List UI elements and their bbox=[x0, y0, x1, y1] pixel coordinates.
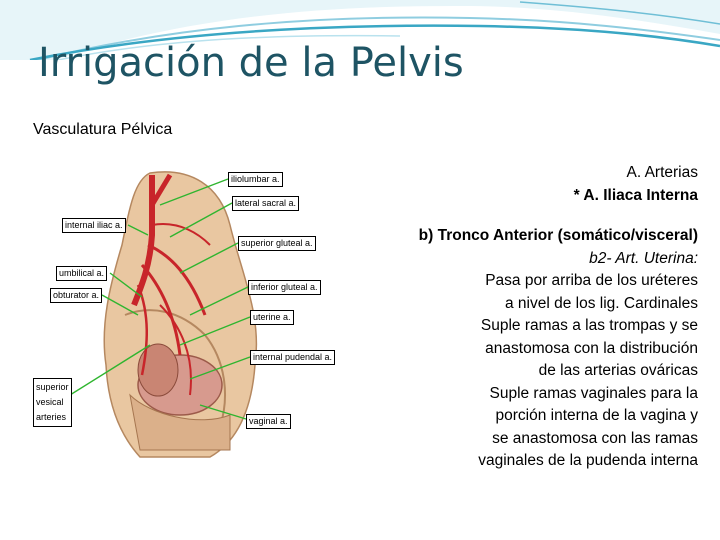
label-superior-vesical bbox=[33, 378, 72, 427]
label-superior-gluteal: superior gluteal a. bbox=[238, 236, 316, 251]
text-line: vaginales de la pudenda interna bbox=[478, 452, 698, 469]
text-line: de las arterias ováricas bbox=[538, 362, 698, 379]
heading-arterias: A. Arterias bbox=[626, 164, 698, 181]
label-superior-vesical-line-2: vesical bbox=[36, 397, 64, 407]
label-obturator: obturator a. bbox=[50, 288, 102, 303]
text-line: Suple ramas a las trompas y se bbox=[480, 317, 698, 334]
label-inferior-gluteal: inferior gluteal a. bbox=[248, 280, 321, 295]
text-line: Suple ramas vaginales para la bbox=[489, 384, 698, 402]
heading-iliaca-interna: * A. Iliaca Interna bbox=[573, 186, 698, 204]
subsection-title: b2- Art. Uterina: bbox=[589, 249, 698, 267]
label-superior-vesical-line-3: arteries bbox=[36, 412, 67, 422]
slide-title: Irrigación de la Pelvis bbox=[38, 40, 464, 86]
content-text-block bbox=[358, 162, 698, 473]
text-line: Pasa por arriba de los uréteres bbox=[485, 272, 698, 289]
slide-subtitle: Vasculatura Pélvica bbox=[33, 121, 173, 138]
label-internal-iliac: internal iliac a. bbox=[62, 218, 126, 233]
label-umbilical: umbilical a. bbox=[56, 266, 107, 281]
label-superior-vesical-line-1: superior bbox=[36, 382, 69, 392]
text-line: anastomosa con la distribución bbox=[485, 339, 698, 357]
pelvis-arteries-illustration bbox=[30, 165, 332, 462]
label-internal-pudendal: internal pudendal a. bbox=[250, 350, 335, 365]
text-line: porción interna de la vagina y bbox=[495, 407, 698, 424]
section-title: b) Tronco Anterior (somático/visceral) bbox=[418, 227, 698, 244]
label-iliolumbar: iliolumbar a. bbox=[228, 172, 283, 187]
label-lateral-sacral: lateral sacral a. bbox=[232, 196, 299, 211]
spacer bbox=[358, 207, 698, 225]
text-line: a nivel de los lig. Cardinales bbox=[505, 294, 698, 312]
label-uterine: uterine a. bbox=[250, 310, 294, 325]
text-line: se anastomosa con las ramas bbox=[492, 429, 698, 447]
label-vaginal: vaginal a. bbox=[246, 414, 291, 429]
